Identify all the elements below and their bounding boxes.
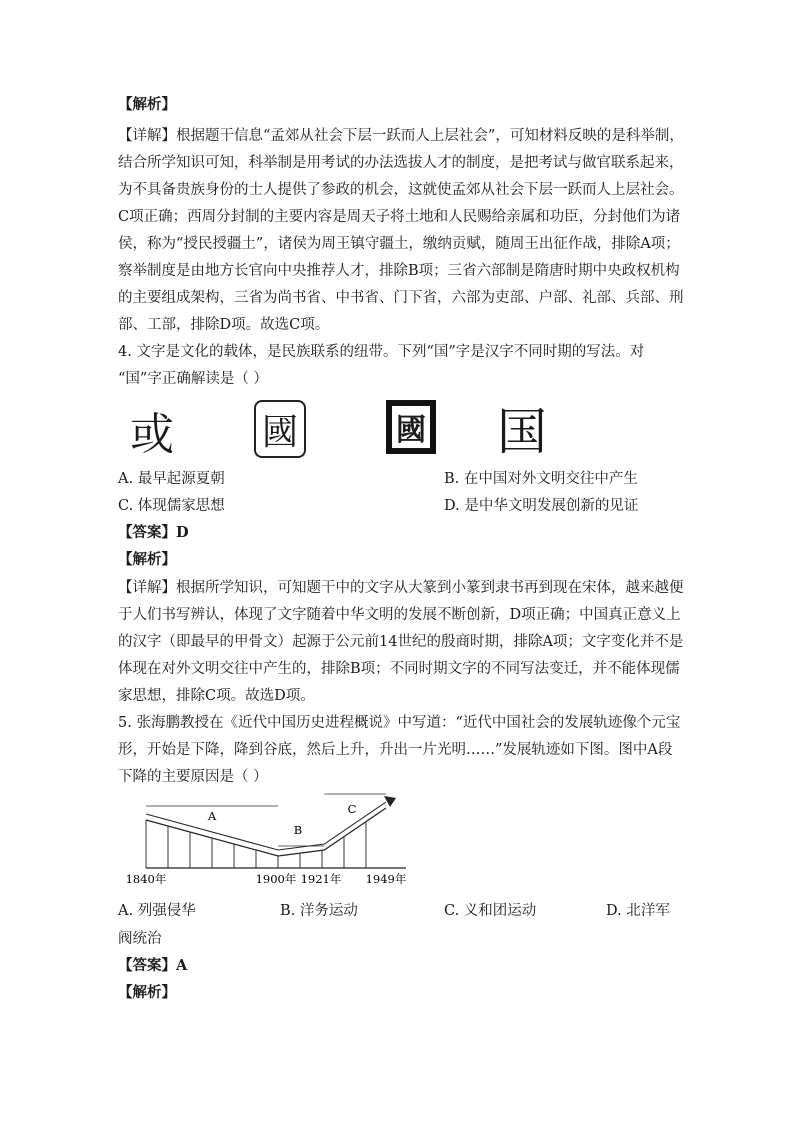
q4-detail-4: 体现在对外文明交往中产生的，排除B项；不同时期文字的不同写法变迁，并不能体现儒 — [118, 661, 680, 677]
q4-option-b: B. 在中国对外文明交往中产生 — [444, 471, 638, 487]
question-5-stem-3: 下降的主要原因是（ ） — [118, 769, 268, 785]
q4-option-a: A. 最早起源夏朝 — [118, 471, 225, 487]
x-tick-label-1900: 1900年 — [255, 872, 297, 886]
x-tick-label-1949: 1949年 — [365, 872, 407, 886]
trajectory-arrow — [384, 796, 396, 807]
segment-label-c: C — [347, 802, 357, 816]
segment-label-a: A — [207, 809, 217, 823]
question-5-stem-2: 形，开始是下降，降到谷底，然后上升，升出一片光明……”发展轨迹如下图。图中A段 — [118, 742, 673, 758]
detail-line-2: 结合所学知识可知，科举制是用考试的办法选拔人才的制度，是把考试与做官联系起来， — [118, 155, 684, 171]
detail-line-8: 部、工部，排除D项。故选C项。 — [118, 317, 330, 333]
question-5-stem-1: 5. 张海鹏教授在《近代中国历史进程概说》中写道：“近代中国社会的发展轨迹像个元宝 — [118, 715, 681, 731]
q5-option-a: A. 列强侵华 — [118, 903, 196, 919]
q4-detail-5: 家思想，排除C项。故选D项。 — [118, 688, 315, 704]
q4-option-c: C. 体现儒家思想 — [118, 498, 225, 514]
q5-option-d: D. 北洋军 — [606, 903, 670, 919]
glyph-clerical: 國 — [386, 400, 436, 454]
q5-option-d-wrap: 阀统治 — [118, 931, 162, 947]
x-tick-label-1921: 1921年 — [300, 872, 342, 886]
detail-line-1: 【详解】根据题干信息“孟郊从社会下层一跃而人上层社会”，可知材料反映的是科举制， — [118, 128, 684, 144]
detail-line-3: 为不具备贵族身份的士人提供了参政的机会，这就使孟郊从社会下层一跃而人上层社会。 — [118, 182, 684, 198]
q5-option-c: C. 义和团运动 — [444, 903, 537, 919]
question-4-stem-2: “国”字正确解读是（ ） — [118, 371, 268, 387]
x-tick-label-1840: 1840年 — [125, 872, 167, 886]
q5-analysis-heading: 【解析】 — [118, 984, 176, 1001]
q4-analysis-heading: 【解析】 — [118, 551, 176, 568]
segment-label-b: B — [293, 823, 303, 837]
glyph-ancient-seal: 或 — [130, 409, 174, 460]
q5-option-b: B. 洋务运动 — [280, 903, 358, 919]
q4-detail-1: 【详解】根据所学知识，可知题干中的文字从大篆到小篆到隶书再到现在宋体，越来越便 — [118, 580, 684, 596]
detail-line-7: 的主要组成架构，三省为尚书省、中书省、门下省，六部为吏部、户部、礼部、兵部、刑 — [118, 290, 684, 306]
glyph-modern: 国 — [497, 403, 547, 461]
detail-line-6: 察举制度是由地方长官向中央推荐人才，排除B项；三省六部制是隋唐时期中央政权机构 — [118, 263, 680, 279]
q5-answer: 【答案】A — [118, 957, 188, 974]
analysis-heading: 【解析】 — [118, 96, 176, 113]
detail-line-4: C项正确；西周分封制的主要内容是周天子将土地和人民赐给亲属和功臣，分封他们为诸 — [118, 209, 681, 225]
q4-detail-3: 的汉字（即最早的甲骨文）起源于公元前14世纪的殷商时期，排除A项；文字变化并不是 — [118, 634, 684, 650]
development-trajectory-chart — [112, 792, 422, 892]
question-4-stem: 4. 文字是文化的载体，是民族联系的纽带。下列“国”字是汉字不同时期的写法。对 — [118, 344, 645, 360]
q4-answer: 【答案】D — [118, 524, 189, 541]
detail-line-5: 侯，称为“授民授疆土”，诸侯为周王镇守疆土，缴纳贡赋，随周王出征作战，排除A项； — [118, 236, 680, 252]
q4-option-d: D. 是中华文明发展创新的见证 — [444, 498, 639, 514]
glyph-small-seal: 國 — [254, 400, 306, 458]
q4-detail-2: 于人们书写辨认，体现了文字随着中华文明的发展不断创新，D项正确；中国真正意义上 — [118, 607, 681, 623]
